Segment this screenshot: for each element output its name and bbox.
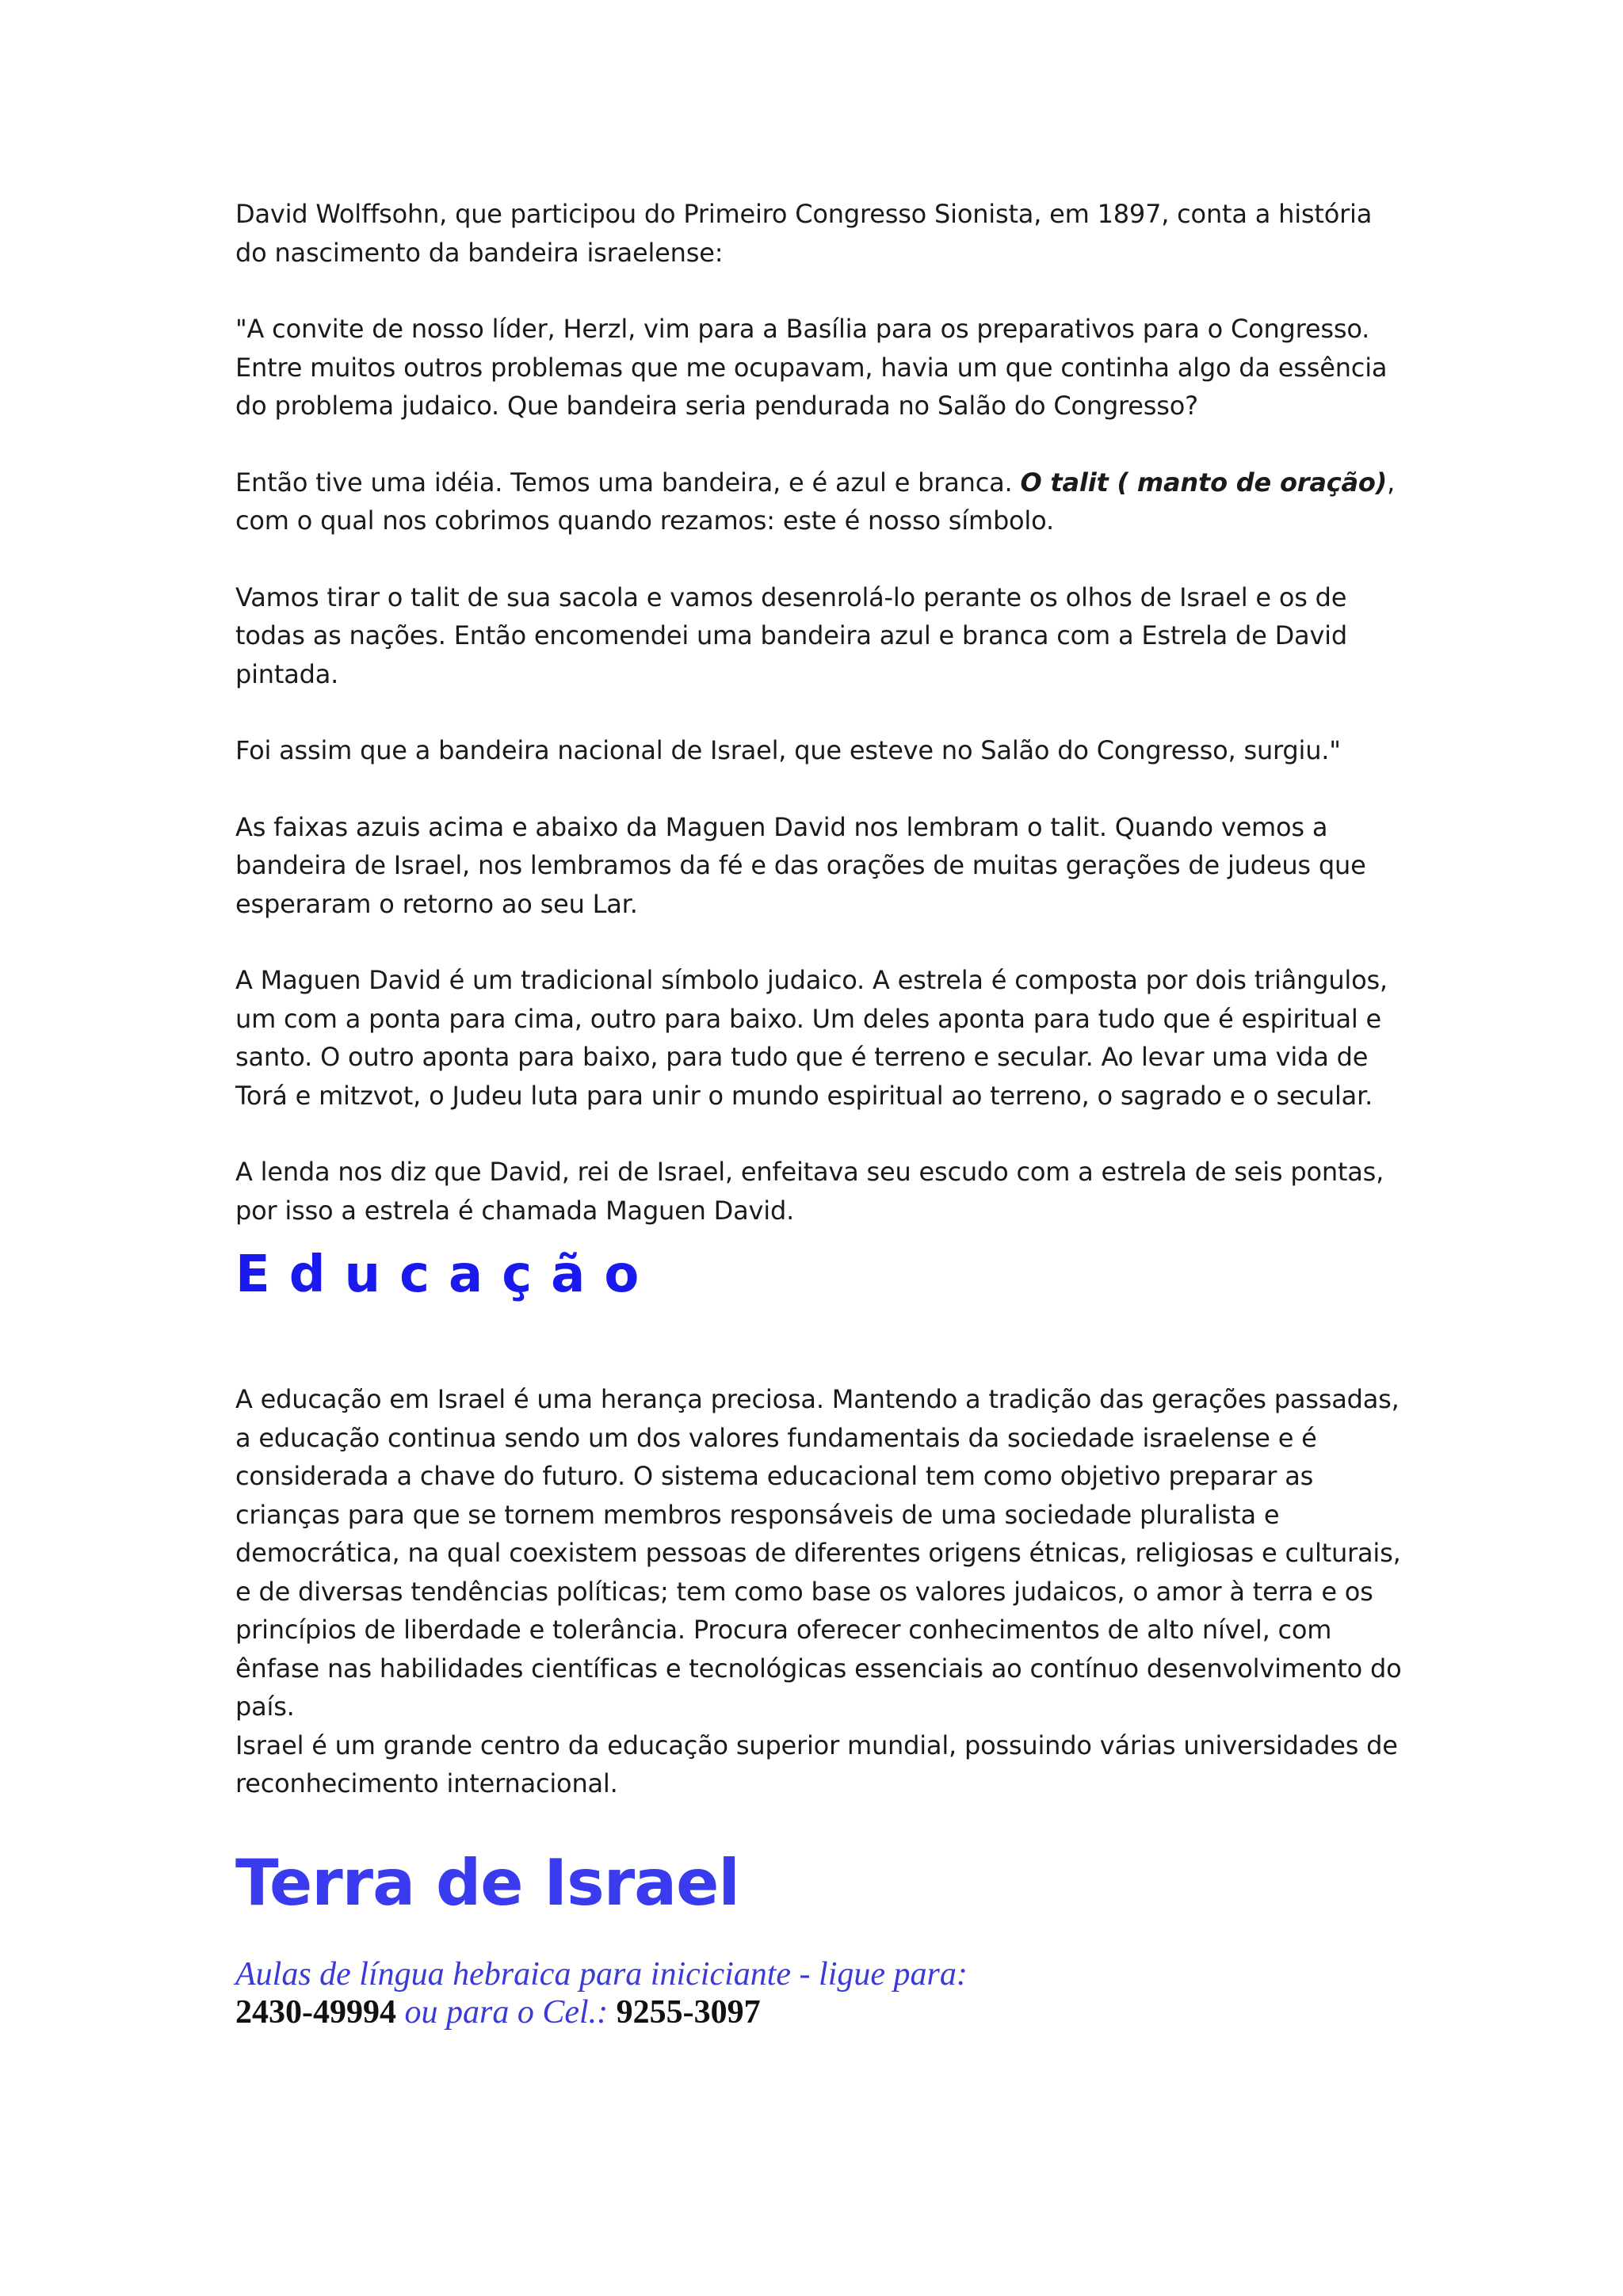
talit-idea-end: , com o qual nos cobrimos quando rezamos: este é nosso símbolo. (235, 467, 1396, 536)
education-text: A educação em Israel é uma herança preciosa. Mantendo a tradição das gerações passadas, a educação continua sendo um dos valores fundamentais da sociedade israelense e é considerada a chave do futuro. O sistema educacional tem como objetivo preparar as crianças para que se tornem membros responsáveis de uma sociedade pluralista e democrática, na qual coexistem pessoas de diferentes origens étnicas, religiosas e culturais, e de diversas tendências políticas; tem como base os valores judaicos, o amor à terra e os princípios de liberdade e tolerância. Procura oferecer conhecimentos de alto nível, com ênfase nas habilidades científicas e tecnológicas essenciais ao contínuo desenvolvimento do país. (235, 1384, 1402, 1722)
paragraph-herzl-quote: "A convite de nosso líder, Herzl, vim para a Basília para os preparativos para o Congresso. Entre muitos outros problemas que me ocupavam, havia um que continha algo da essência do problema judaico. Que bandeira seria pendurada no Salão do Congresso? (235, 314, 1388, 421)
paragraph-flag-origin: Foi assim que a bandeira nacional de Israel, que esteve no Salão do Congresso, surgiu." (235, 735, 1341, 765)
education-higher-text: Israel é um grande centro da educação superior mundial, possuindo várias universidades de reconhecimento internacional. (235, 1730, 1398, 1798)
education-heading: Educação (235, 1245, 659, 1304)
paragraph-talit-idea (235, 463, 1408, 540)
paragraph-education (235, 1380, 1408, 1803)
phone-line (235, 1993, 1408, 2031)
hebrew-classes-line: Aulas de língua hebraica para iniciciante - ligue para: (235, 1955, 968, 1993)
document-page (235, 195, 1408, 2031)
paragraph-intro: David Wolffsohn, que participou do Primeiro Congresso Sionista, em 1897, conta a história do nascimento da bandeira israelense: (235, 199, 1373, 268)
paragraph-unroll-talit: Vamos tirar o talit de sua sacola e vamos desenrolá-lo perante os olhos de Israel e os de todas as nações. Então encomendei uma bandeira azul e branca com a Estrela de David pintada. (235, 582, 1347, 689)
paragraph-blue-stripes: As faixas azuis acima e abaixo da Maguen David nos lembram o talit. Quando vemos a bandeira de Israel, nos lembramos da fé e das orações de muitas gerações de judeus que esperaram o retorno ao seu Lar. (235, 811, 1366, 919)
cell-number: 9255-3097 (616, 1993, 761, 2031)
talit-idea-start: Então tive uma idéia. Temos uma bandeira, e é azul e branca. (235, 467, 1021, 498)
phone-number: 2430-49994 (235, 1993, 396, 2031)
talit-emphasis: O talit ( manto de oração) (1020, 467, 1388, 498)
paragraph-maguen-david: A Maguen David é um tradicional símbolo judaico. A estrela é composta por dois triângulos, um com a ponta para cima, outro para baixo. Um deles aponta para tudo que é espiritual e santo. O outro aponta para baixo, para tudo que é terreno e secular. Ao levar uma vida de Torá e mitzvot, o Judeu luta para unir o mundo espiritual ao terreno, o sagrado e o secular. (235, 965, 1388, 1111)
contact-block (235, 1955, 1408, 2031)
terra-de-israel-heading: Terra de Israel (235, 1845, 739, 1920)
paragraph-legend: A lenda nos diz que David, rei de Israel, enfeitava seu escudo com a estrela de seis pontas, por isso a estrela é chamada Maguen David. (235, 1157, 1384, 1226)
phone-connector: ou para o Cel.: (396, 1993, 617, 2031)
